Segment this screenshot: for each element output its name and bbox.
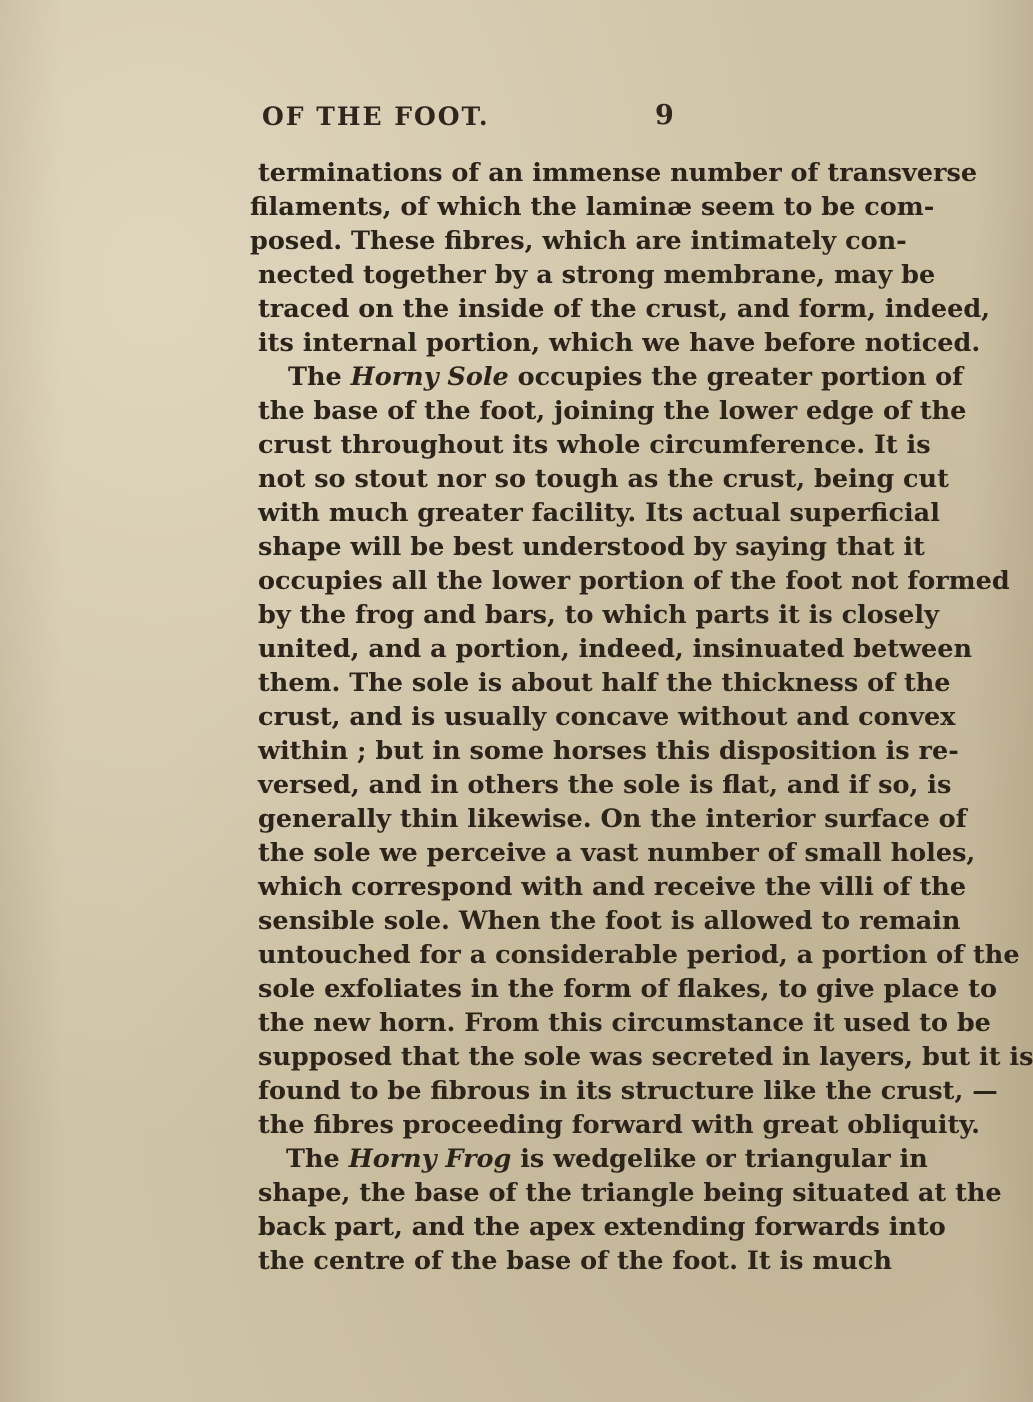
text-line: with much greater facility. Its actual superficial	[258, 498, 940, 528]
text-line: by the frog and bars, to which parts it is closely	[258, 600, 939, 630]
text-line: found to be fibrous in its structure like the crust, —	[258, 1076, 998, 1106]
running-title: OF THE FOOT.	[262, 102, 490, 131]
term-horny-frog: Horny Frog	[348, 1144, 512, 1174]
lead-rest: is wedgelike or triangular in	[520, 1144, 928, 1174]
lead-word: The	[286, 1144, 340, 1174]
text-line: its internal portion, which we have before noticed.	[258, 328, 981, 358]
text-line: the centre of the base of the foot. It is much	[258, 1246, 893, 1276]
text-line: not so stout nor so tough as the crust, being cut	[258, 464, 949, 494]
text-line: shape will be best understood by saying that it	[258, 532, 925, 562]
text-line: the fibres proceeding forward with great obliquity.	[258, 1110, 981, 1140]
text-line: terminations of an immense number of transverse	[258, 158, 978, 188]
text-line: crust throughout its whole circumference. It is	[258, 430, 931, 460]
text-line: the new horn. From this circumstance it used to be	[258, 1008, 991, 1038]
text-line: united, and a portion, indeed, insinuated between	[258, 634, 973, 664]
text-line: generally thin likewise. On the interior surface of	[258, 804, 967, 834]
text-line: sole exfoliates in the form of flakes, to give place to	[258, 974, 997, 1004]
text-line: posed. These fibres, which are intimately con-	[250, 226, 907, 256]
text-line: the sole we perceive a vast number of small holes,	[258, 838, 976, 868]
paragraph-start-horny-sole	[288, 362, 964, 392]
lead-word: The	[288, 362, 342, 392]
text-line: supposed that the sole was secreted in layers, but it is	[258, 1042, 1033, 1072]
text-line: back part, and the apex extending forwards into	[258, 1212, 946, 1242]
text-line: crust, and is usually concave without and convex	[258, 702, 956, 732]
text-line: filaments, of which the laminæ seem to be com-	[250, 192, 935, 222]
text-line: sensible sole. When the foot is allowed to remain	[258, 906, 961, 936]
text-line: nected together by a strong membrane, may be	[258, 260, 936, 290]
page-number: 9	[655, 100, 674, 131]
text-line: shape, the base of the triangle being situated at the	[258, 1178, 1002, 1208]
text-line: occupies all the lower portion of the foot not formed	[258, 566, 1010, 596]
text-line: versed, and in others the sole is flat, and if so, is	[258, 770, 952, 800]
text-line: traced on the inside of the crust, and form, indeed,	[258, 294, 991, 324]
paragraph-start-horny-frog	[286, 1144, 928, 1174]
running-head	[0, 102, 800, 142]
text-line: them. The sole is about half the thickness of the	[258, 668, 951, 698]
text-line: untouched for a considerable period, a portion of the	[258, 940, 1020, 970]
lead-rest: occupies the greater portion of	[517, 362, 964, 392]
term-horny-sole: Horny Sole	[350, 362, 509, 392]
text-line: the base of the foot, joining the lower edge of the	[258, 396, 967, 426]
text-line: within ; but in some horses this disposition is re-	[258, 736, 959, 766]
text-line: which correspond with and receive the villi of the	[258, 872, 967, 902]
